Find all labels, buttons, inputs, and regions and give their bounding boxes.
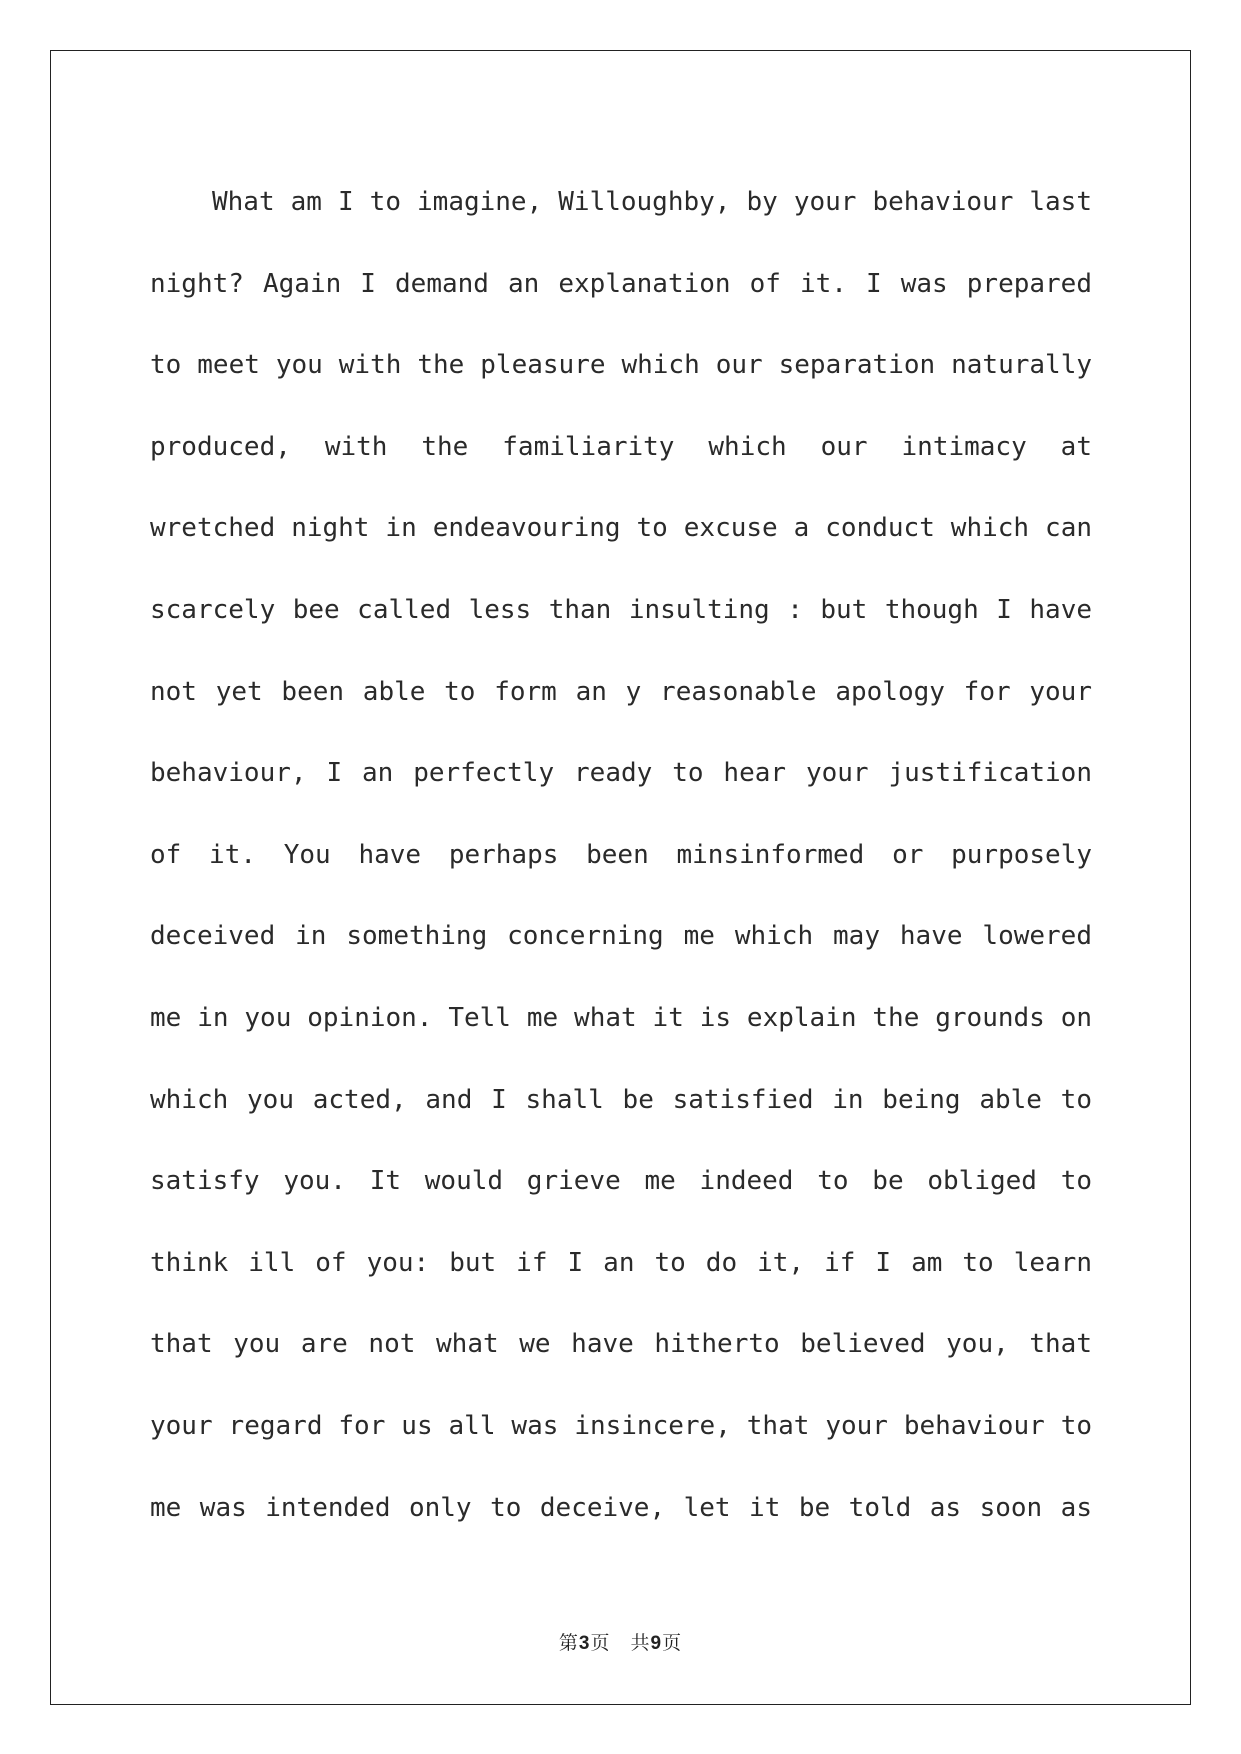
text-line: to meet you with the pleasure which our separation naturally [150,350,1092,381]
text-line: wretched night in endeavouring to excuse a conduct which can [150,513,1092,544]
text-line: think ill of you: but if I an to do it, if I am to learn [150,1247,1092,1278]
text-line: which you acted, and I shall be satisfied in being able to [150,1084,1092,1115]
text-line: What am I to imagine, Willoughby, by your behaviour last [212,187,1092,217]
body-text [150,162,1092,1549]
text-line: night? Again I demand an explanation of it. I was prepared [150,268,1092,299]
page-suffix: 页 [590,1632,611,1654]
total-prefix: 共 [630,1632,651,1654]
text-line: your regard for us all was insincere, that your behaviour to [150,1410,1092,1441]
text-line: satisfy you. It would grieve me indeed to be obliged to [150,1166,1092,1197]
page-prefix: 第 [558,1632,579,1654]
text-line: produced, with the familiarity which our intimacy at [150,431,1092,462]
text-line: that you are not what we have hitherto believed you, that [150,1329,1092,1360]
text-line: of it. You have perhaps been minsinformed or purposely [150,839,1092,870]
text-line: me was intended only to deceive, let it be told as soon as [150,1492,1092,1523]
text-line: not yet been able to form an y reasonable apology for your [150,676,1092,707]
total-page-count: 9 [650,1633,663,1654]
text-line: deceived in something concerning me which may have lowered [150,921,1092,952]
text-line: me in you opinion. Tell me what it is explain the grounds on [150,1002,1092,1033]
total-suffix: 页 [662,1632,683,1654]
text-line: behaviour, I an perfectly ready to hear your justification [150,758,1092,789]
current-page-number: 3 [578,1633,591,1654]
page-number-footer [0,1628,1241,1655]
text-line: scarcely bee called less than insulting : but though I have [150,594,1092,625]
